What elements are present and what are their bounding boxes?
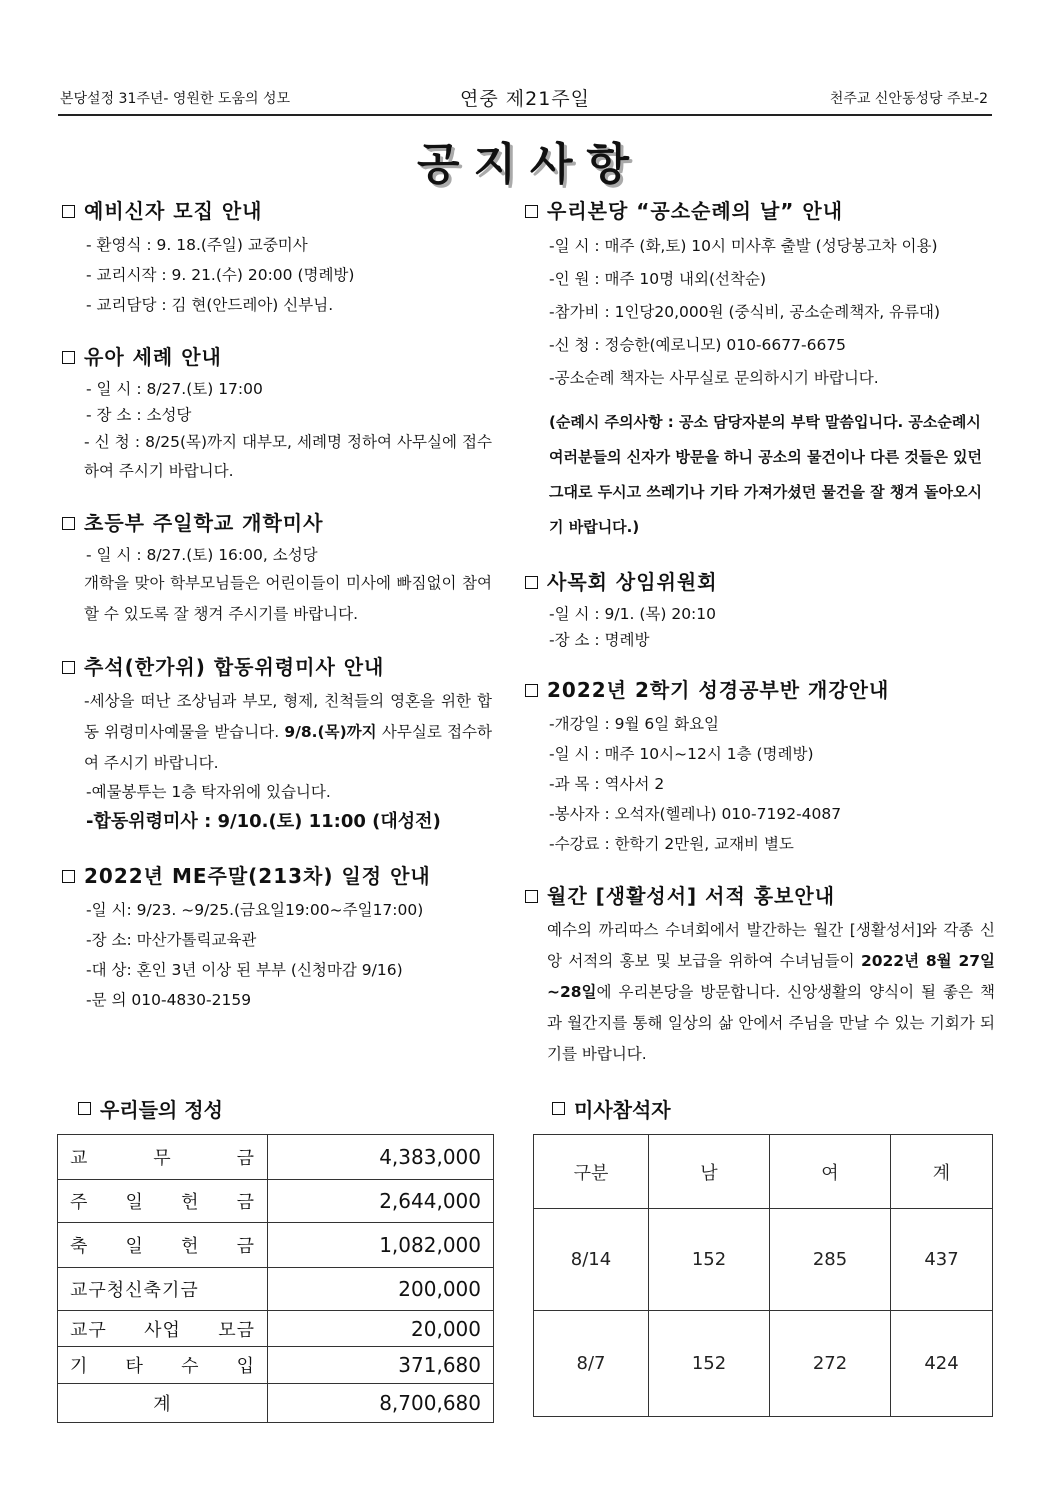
info-line: -문 의 010-4830-2159 bbox=[86, 991, 252, 1009]
section-title: 사목회 상임위원회 bbox=[525, 567, 995, 597]
info-line: -일 시 : 매주 10시~12시 1층 (명례방) bbox=[549, 745, 814, 763]
checkbox-icon bbox=[525, 890, 538, 903]
checkbox-icon bbox=[525, 684, 538, 697]
info-line: -장 소 : 명례방 bbox=[549, 631, 650, 649]
table-row: 8/14 152 285 437 bbox=[534, 1209, 993, 1311]
info-line: - 환영식 : 9. 18.(주일) 교중미사 bbox=[86, 236, 308, 254]
attendance-title: 미사참석자 bbox=[552, 1094, 671, 1123]
info-line: - 일 시 : 8/27.(토) 16:00, 소성당 bbox=[86, 546, 318, 564]
checkbox-icon bbox=[62, 351, 75, 364]
section-sunday-school bbox=[62, 508, 492, 630]
section-title: 초등부 주일학교 개학미사 bbox=[62, 508, 492, 538]
info-line: -참가비 : 1인당20,000원 (중식비, 공소순례책자, 유류대) bbox=[549, 303, 941, 321]
info-line: -신 청 : 정승한(예로니모) 010-6677-6675 bbox=[549, 336, 847, 354]
section-title: 월간 [생활성서] 서적 홍보안내 bbox=[525, 881, 995, 911]
info-paragraph: -세상을 떠난 조상님과 부모, 형제, 친척들의 영혼을 위한 합동 위령미사예물을 받습니다. 9/8.(목)까지 사무실로 접수하여 주시기 바랍니다. bbox=[84, 692, 492, 772]
section-infant-baptism bbox=[62, 342, 492, 486]
info-line: -일 시 : 매주 (화,토) 10시 미사후 출발 (성당봉고차 이용) bbox=[549, 237, 938, 255]
info-line: -장 소: 마산가톨릭교육관 bbox=[86, 931, 257, 949]
attendance-table bbox=[533, 1134, 993, 1417]
section-title: 유아 세례 안내 bbox=[62, 342, 492, 372]
section-title: 예비신자 모집 안내 bbox=[62, 196, 492, 226]
table-row: 교구 사업 모금 20,000 bbox=[58, 1311, 494, 1347]
checkbox-icon bbox=[62, 870, 75, 883]
offerings-table bbox=[57, 1134, 494, 1423]
info-paragraph: 예수의 까리따스 수녀회에서 발간하는 월간 [생활성서]와 각종 신앙 서적의 홍보 및 보급을 위하여 수녀님들이 2022년 8월 27일~28일에 우리본당을 방문합니다. 신앙생활의 양식이 될 좋은 책과 월간지를 통해 일상의 삶 안에서 주님을 만날 수 있는 기회가 되기를 바랍니다. bbox=[547, 921, 995, 1063]
offerings-title: 우리들의 정성 bbox=[78, 1094, 223, 1123]
info-line: -개강일 : 9월 6일 화요일 bbox=[549, 715, 720, 733]
info-line: -예물봉투는 1층 탁자위에 있습니다. bbox=[86, 783, 331, 801]
info-line: -일 시: 9/23. ~9/25.(금요일19:00~주일17:00) bbox=[86, 901, 424, 919]
checkbox-icon bbox=[525, 576, 538, 589]
section-catechumen bbox=[62, 196, 492, 320]
table-row: 주 일 헌 금 2,644,000 bbox=[58, 1180, 494, 1223]
info-line: - 장 소 : 소성당 bbox=[86, 406, 192, 424]
table-row: 기 타 수 입 371,680 bbox=[58, 1347, 494, 1384]
info-line: -대 상: 혼인 3년 이상 된 부부 (신청마감 9/16) bbox=[86, 961, 403, 979]
table-row: 8/7 152 272 424 bbox=[534, 1311, 993, 1417]
info-line: - 교리담당 : 김 현(안드레아) 신부님. bbox=[86, 296, 334, 314]
info-line: -일 시 : 9/1. (목) 20:10 bbox=[549, 605, 717, 623]
info-line: -수강료 : 한학기 2만원, 교재비 별도 bbox=[549, 835, 794, 853]
right-column bbox=[525, 196, 995, 1092]
info-paragraph: - 신 청 : 8/25(목)까지 대부모, 세례명 정하여 사무실에 접수하여 주시기 바랍니다. bbox=[84, 433, 492, 480]
section-title: 추석(한가위) 합동위령미사 안내 bbox=[62, 652, 492, 682]
header-center: 연중 제21주일 bbox=[460, 88, 590, 110]
pilgrimage-note: (순례시 주의사항 : 공소 담당자분의 부탁 말씀입니다. 공소순례시 여러분들의 신자가 방문을 하니 공소의 물건이나 다른 것들은 있던 그대로 두시고 쓰레기나 기타 가져가셨던 물건을 잘 챙겨 돌아오시기 바랍니다.) bbox=[549, 413, 983, 536]
checkbox-icon bbox=[78, 1102, 91, 1115]
checkbox-icon bbox=[552, 1102, 565, 1115]
table-header-row: 구분 남 여 계 bbox=[534, 1135, 993, 1209]
section-title: 2022년 ME주말(213차) 일정 안내 bbox=[62, 861, 492, 891]
info-paragraph: 개학을 맞아 학부모님들은 어린이들이 미사에 빠짐없이 참여할 수 있도록 잘 챙겨 주시기를 바랍니다. bbox=[84, 574, 492, 623]
header-left: 본당설정 31주년- 영원한 도움의 성모 bbox=[60, 91, 291, 107]
section-pastoral-council bbox=[525, 567, 995, 653]
section-mission-pilgrimage bbox=[525, 196, 995, 545]
info-line: - 교리시작 : 9. 21.(수) 20:00 (명례방) bbox=[86, 266, 355, 284]
section-chuseok-mass bbox=[62, 652, 492, 839]
table-row: 교구청신축기금 200,000 bbox=[58, 1268, 494, 1311]
info-line: - 일 시 : 8/27.(토) 17:00 bbox=[86, 380, 263, 398]
info-line: -과 목 : 역사서 2 bbox=[549, 775, 665, 793]
header-right: 천주교 신안동성당 주보-2 bbox=[829, 91, 988, 107]
checkbox-icon bbox=[62, 661, 75, 674]
table-row: 교 무 금 4,383,000 bbox=[58, 1135, 494, 1180]
section-title: 우리본당 “공소순례의 날” 안내 bbox=[525, 196, 995, 226]
section-living-bible bbox=[525, 881, 995, 1070]
page-header bbox=[58, 84, 992, 116]
checkbox-icon bbox=[62, 517, 75, 530]
info-line: -봉사자 : 오석자(헬레나) 010-7192-4087 bbox=[549, 805, 842, 823]
section-me-weekend bbox=[62, 861, 492, 1015]
page-title: 공지사항 bbox=[416, 139, 643, 190]
memorial-mass-time: -합동위령미사 : 9/10.(토) 11:00 (대성전) bbox=[86, 811, 441, 832]
table-row: 계 8,700,680 bbox=[58, 1384, 494, 1423]
checkbox-icon bbox=[62, 205, 75, 218]
section-bible-study bbox=[525, 675, 995, 859]
table-row: 축 일 헌 금 1,082,000 bbox=[58, 1223, 494, 1268]
left-column bbox=[62, 196, 492, 1037]
section-title: 2022년 2학기 성경공부반 개강안내 bbox=[525, 675, 995, 705]
info-line: -인 원 : 매주 10명 내외(선착순) bbox=[549, 270, 766, 288]
info-line: -공소순례 책자는 사무실로 문의하시기 바랍니다. bbox=[549, 369, 879, 387]
checkbox-icon bbox=[525, 205, 538, 218]
